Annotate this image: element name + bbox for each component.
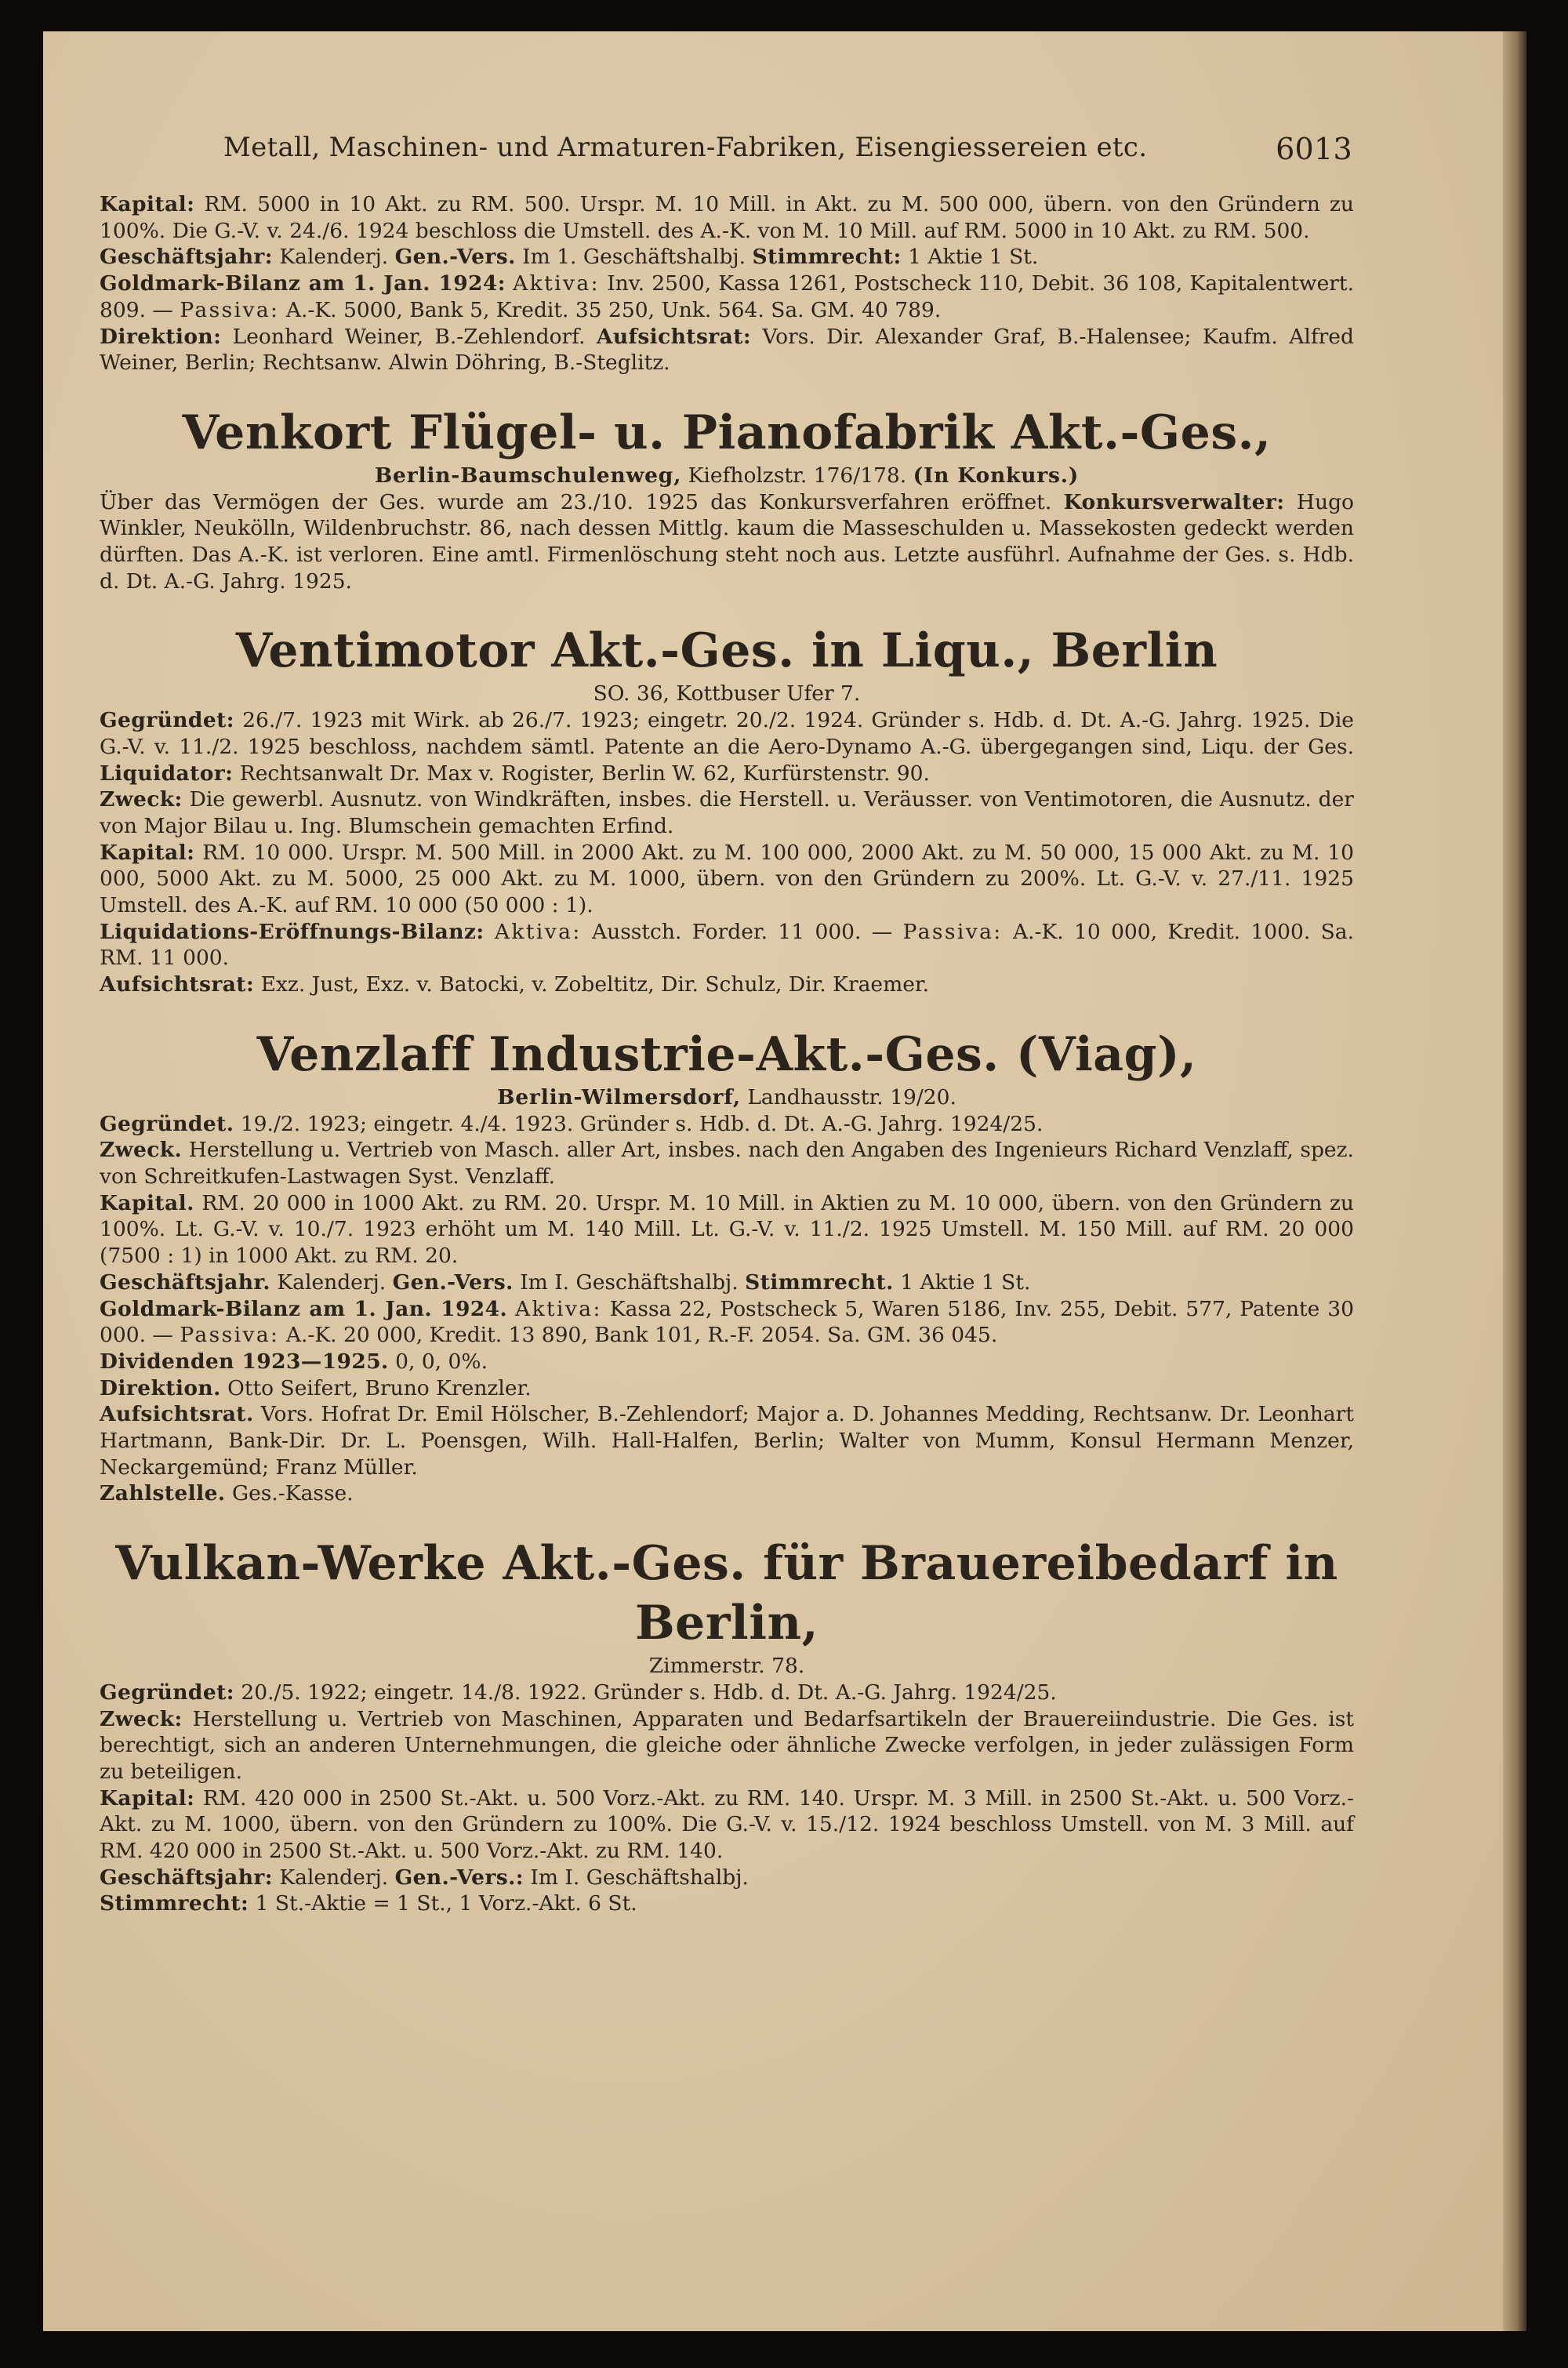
entry-title: Vulkan-Werke Akt.-Ges. für Brauereibedarf in Berlin, [115,1536,1338,1651]
entry-top-continued [100,191,1354,376]
entry-title: Venkort Flügel- u. Pianofabrik Akt.-Ges., [182,405,1272,460]
zweck-paragraph: Zweck: Herstellung u. Vertrieb von Maschinen, Apparaten und Bedarfsartikeln der Brauereiindustrie. Die Ges. ist berechtigt, sich an anderen Unternehmungen, die gleiche oder ähnliche Zwecke verfolgen, in jeder zulässigen Form zu beteiligen. [100,1706,1354,1784]
bilanz-paragraph: Goldmark-Bilanz am 1. Jan. 1924: Aktiva: Inv. 2500, Kassa 1261, Postscheck 110, Debit. 36 108, Kapitalentwert. 809. — Passiva: A.-K. 5000, Bank 5, Kredit. 35 250, Unk. 564. Sa. GM. 40 789. [100,271,1354,322]
entry-title: Ventimotor Akt.-Ges. in Liqu., Berlin [235,623,1218,679]
running-header [223,132,1352,166]
konkurs-paragraph: Über das Vermögen der Ges. wurde am 23./10. 1925 das Konkursverfahren eröffnet. Konkursverwalter: Hugo Winkler, Neukölln, Wildenbruchstr. 86, nach dessen Mittlg. kaum die Masseschulden u. Massekosten gedeckt werden dürften. Das A.-K. ist verloren. Eine amtl. Firmenlöschung steht noch aus. Letzte ausführl. Aufnahme der Ges. s. Hdb. d. Dt. A.-G. Jahrg. 1925. [100,489,1354,594]
entry-address: Berlin-Baumschulenweg, Kiefholzstr. 176/178. (In Konkurs.) [374,463,1080,488]
geschaeftsjahr-paragraph: Geschäftsjahr: Kalenderj. Gen.-Vers.: Im I. Geschäftshalbj. [100,1865,749,1890]
entry-address: Zimmerstr. 78. [648,1654,805,1679]
entry-address: SO. 36, Kottbuser Ufer 7. [593,681,861,706]
page-number: 6013 [1276,132,1352,166]
entry-ventimotor [100,621,1354,997]
aufsichtsrat-paragraph: Aufsichtsrat. Vors. Hofrat Dr. Emil Hölscher, B.-Zehlendorf; Major a. D. Johannes Medding, Rechtsanw. Dr. Leonhart Hartmann, Bank-Dir. Dr. L. Poensgen, Wilh. Hall-Halfen, Berlin; Walter von Mumm, Konsul Hermann Menzer, Neckargemünd; Franz Müller. [100,1402,1354,1480]
gegruendet-paragraph: Gegründet. 19./2. 1923; eingetr. 4./4. 1923. Gründer s. Hdb. d. Dt. A.-G. Jahrg. 1924/25. [100,1111,1044,1136]
entry-vulkan-werke [100,1534,1354,1917]
zahlstelle-paragraph: Zahlstelle. Ges.-Kasse. [100,1481,354,1506]
entry-address: Berlin-Wilmersdorf, Landhausstr. 19/20. [497,1084,956,1110]
entry-title: Venzlaff Industrie-Akt.-Ges. (Viag), [256,1026,1197,1082]
zweck-paragraph: Zweck: Die gewerbl. Ausnutz. von Windkräften, insbes. die Herstell. u. Veräusser. von Ventimotoren, die Ausnutz. der von Major Bilau u. Ing. Blumschein gemachten Erfind. [100,787,1354,838]
aufsichtsrat-paragraph: Aufsichtsrat: Exz. Just, Exz. v. Batocki, v. Zobeltitz, Dir. Schulz, Dir. Kraemer. [100,972,930,997]
direktion-paragraph: Direktion. Otto Seifert, Bruno Krenzler. [100,1375,532,1400]
kapital-paragraph: Kapital: RM. 5000 in 10 Akt. zu RM. 500. Urspr. M. 10 Mill. in Akt. zu M. 500 000, übern. von den Gründern zu 100%. Die G.-V. v. 24./6. 1924 beschloss die Umstell. des A.-K. von M. 10 Mill. auf RM. 5000 in 10 Akt. zu RM. 500. [100,192,1354,243]
zweck-paragraph: Zweck. Herstellung u. Vertrieb von Masch. aller Art, insbes. nach den Angaben des Ingenieurs Richard Venzlaff, spez. von Schreitkufen-Lastwagen Syst. Venzlaff. [100,1138,1354,1189]
book-page [43,31,1503,2331]
gegruendet-paragraph: Gegründet: 26./7. 1923 mit Wirk. ab 26./7. 1923; eingetr. 20./2. 1924. Gründer s. Hdb. d. Dt. A.-G. Jahrg. 1925. Die G.-V. v. 11./2. 1925 beschloss, nachdem sämtl. Patente an die Aero-Dynamo A.-G. übergegangen sind, Liqu. der Ges. Liquidator: Rechtsanwalt Dr. Max v. Rogister, Berlin W. 62, Kurfürstenstr. 90. [100,708,1354,786]
geschaeftsjahr-paragraph: Geschäftsjahr: Kalenderj. Gen.-Vers. Im 1. Geschäftshalbj. Stimmrecht: 1 Aktie 1 St. [100,245,1039,270]
direktion-paragraph: Direktion: Leonhard Weiner, B.-Zehlendorf. Aufsichtsrat: Vors. Dir. Alexander Graf, B.-Halensee; Kaufm. Alfred Weiner, Berlin; Rechtsanw. Alwin Döhring, B.-Steglitz. [100,324,1354,376]
bilanz-paragraph: Goldmark-Bilanz am 1. Jan. 1924. Aktiva: Kassa 22, Postscheck 5, Waren 5186, Inv. 255, Debit. 577, Patente 30 000. — Passiva: A.-K. 20 000, Kredit. 13 890, Bank 101, R.-F. 2054. Sa. GM. 36 045. [100,1296,1354,1348]
dividenden-paragraph: Dividenden 1923—1925. 0, 0, 0%. [100,1349,488,1374]
kapital-paragraph: Kapital. RM. 20 000 in 1000 Akt. zu RM. 20. Urspr. M. 10 Mill. in Aktien zu M. 10 000, übern. von den Gründern zu 100%. Lt. G.-V. v. 10./7. 1923 erhöht um M. 140 Mill. Lt. G.-V. v. 11./2. 1925 Umstell. M. 150 Mill. auf RM. 20 000 (7500 : 1) in 1000 Akt. zu RM. 20. [100,1190,1354,1269]
kapital-paragraph: Kapital: RM. 420 000 in 2500 St.-Akt. u. 500 Vorz.-Akt. zu RM. 140. Urspr. M. 3 Mill. in 2500 St.-Akt. u. 500 Vorz.-Akt. zu M. 1000, übern. von den Gründern zu 100%. Die G.-V. v. 15./12. 1924 beschloss Umstell. von M. 3 Mill. auf RM. 420 000 in 2500 St.-Akt. u. 500 Vorz.-Akt. zu RM. 140. [100,1785,1354,1864]
geschaeftsjahr-paragraph: Geschäftsjahr. Kalenderj. Gen.-Vers. Im I. Geschäftshalbj. Stimmrecht. 1 Aktie 1 St. [100,1269,1031,1295]
gegruendet-paragraph: Gegründet: 20./5. 1922; eingetr. 14./8. 1922. Gründer s. Hdb. d. Dt. A.-G. Jahrg. 1924/25. [100,1680,1057,1705]
running-title: Metall, Maschinen- und Armaturen-Fabriken, Eisengiessereien etc. [223,132,1148,163]
entry-venzlaff [100,1025,1354,1507]
bilanz-paragraph: Liquidations-Eröffnungs-Bilanz: Aktiva: Ausstch. Forder. 11 000. — Passiva: A.-K. 10 000, Kredit. 1000. Sa. RM. 11 000. [100,919,1354,971]
entry-venkort [100,403,1354,595]
page-content [100,191,1354,1917]
kapital-paragraph: Kapital: RM. 10 000. Urspr. M. 500 Mill. in 2000 Akt. zu M. 100 000, 2000 Akt. zu M. 50 000, 15 000 Akt. zu M. 10 000, 5000 Akt. zu M. 5000, 25 000 Akt. zu M. 1000, übern. von den Gründern zu 200%. Lt. G.-V. v. 27./11. 1925 Umstell. des A.-K. auf RM. 10 000 (50 000 : 1). [100,840,1354,918]
stimmrecht-paragraph: Stimmrecht: 1 St.-Aktie = 1 St., 1 Vorz.-Akt. 6 St. [100,1891,637,1916]
page-edge-shadow [1503,31,1526,2331]
